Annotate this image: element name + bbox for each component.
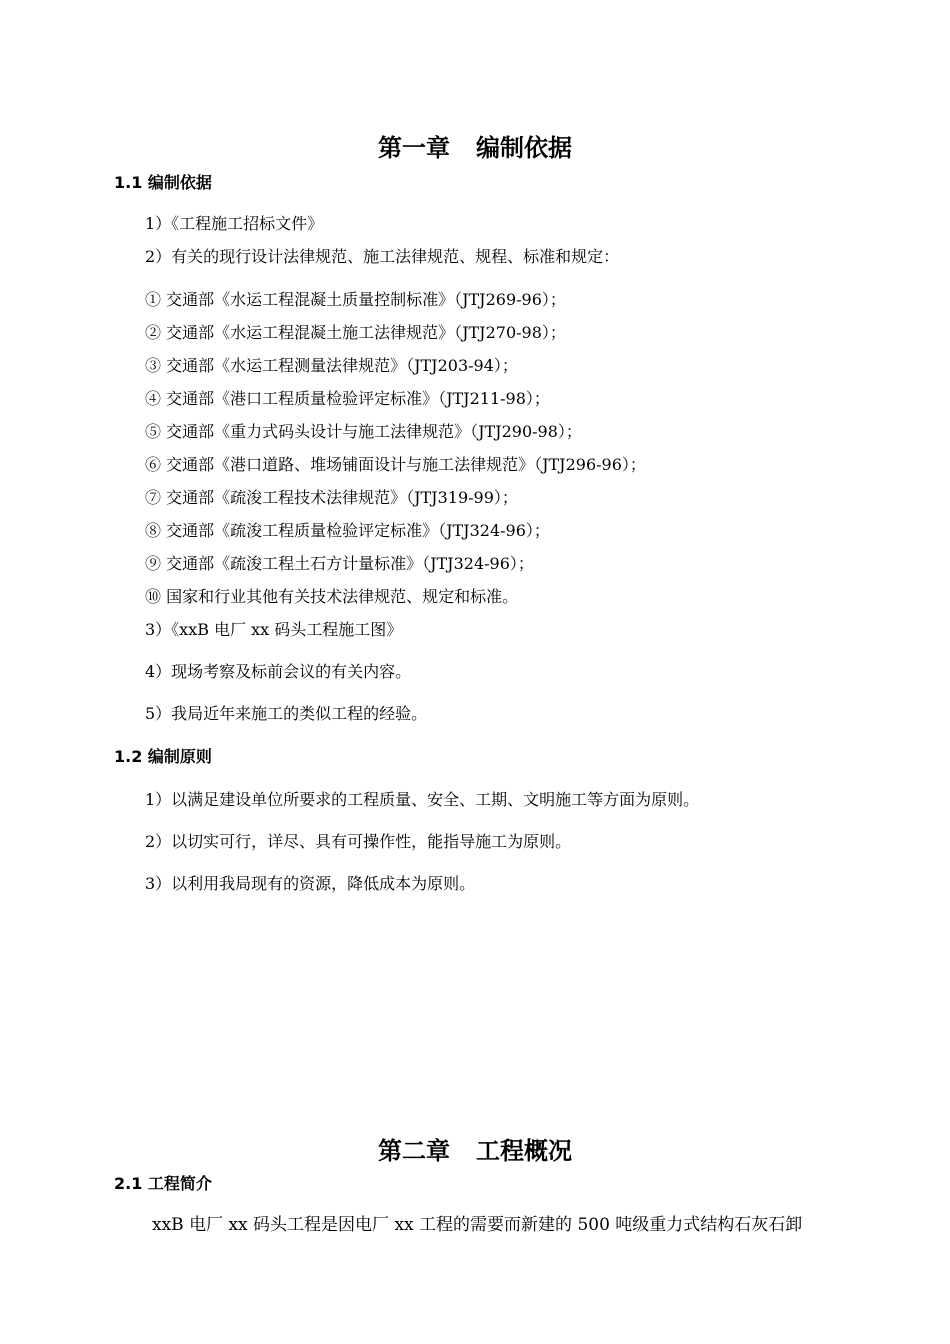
chapter-2-number: 第二章 bbox=[378, 1136, 450, 1165]
chapter-1-title bbox=[0, 132, 950, 164]
list-item: 2）以切实可行，详尽、具有可操作性，能指导施工为原则。 bbox=[145, 832, 572, 851]
list-item: ⑧ 交通部《疏浚工程质量检验评定标准》（JTJ324-96）； bbox=[145, 521, 550, 540]
intro-paragraph: xxB 电厂 xx 码头工程是因电厂 xx 工程的需要而新建的 500 吨级重力式结构石灰石卸 bbox=[152, 1215, 803, 1235]
list-item: 3）以利用我局现有的资源，降低成本为原则。 bbox=[145, 874, 476, 893]
list-item: ⑤ 交通部《重力式码头设计与施工法律规范》（JTJ290-98）； bbox=[145, 422, 582, 441]
chapter-1-name: 编制依据 bbox=[476, 133, 572, 162]
list-item: 4）现场考察及标前会议的有关内容。 bbox=[145, 662, 412, 681]
list-item: ③ 交通部《水运工程测量法律规范》（JTJ203-94）； bbox=[145, 356, 518, 375]
list-item: 5）我局近年来施工的类似工程的经验。 bbox=[145, 704, 428, 723]
list-item: 2）有关的现行设计法律规范、施工法律规范、规程、标准和规定： bbox=[145, 247, 620, 266]
chapter-2-title bbox=[0, 1135, 950, 1167]
chapter-1-number: 第一章 bbox=[378, 133, 450, 162]
list-item: ④ 交通部《港口工程质量检验评定标准》（JTJ211-98）； bbox=[145, 389, 550, 408]
section-1-2-heading: 1.2 编制原则 bbox=[114, 747, 212, 766]
list-item: ⑦ 交通部《疏浚工程技术法律规范》（JTJ319-99）； bbox=[145, 488, 518, 507]
section-2-1-heading: 2.1 工程简介 bbox=[114, 1174, 212, 1193]
chapter-2-name: 工程概况 bbox=[476, 1136, 572, 1165]
list-item: 3）《xxB 电厂 xx 码头工程施工图》 bbox=[145, 620, 403, 639]
list-item: ⑥ 交通部《港口道路、堆场铺面设计与施工法律规范》（JTJ296-96）； bbox=[145, 455, 646, 474]
list-item: ① 交通部《水运工程混凝土质量控制标准》（JTJ269-96）； bbox=[145, 290, 566, 309]
section-1-1-heading: 1.1 编制依据 bbox=[114, 173, 212, 192]
list-item: ② 交通部《水运工程混凝土施工法律规范》（JTJ270-98）； bbox=[145, 323, 566, 342]
list-item: ⑨ 交通部《疏浚工程土石方计量标准》（JTJ324-96）； bbox=[145, 554, 534, 573]
list-item: 1）《工程施工招标文件》 bbox=[145, 214, 324, 233]
list-item: ⑩ 国家和行业其他有关技术法律规范、规定和标准。 bbox=[145, 587, 519, 606]
list-item: 1）以满足建设单位所要求的工程质量、安全、工期、文明施工等方面为原则。 bbox=[145, 790, 700, 809]
